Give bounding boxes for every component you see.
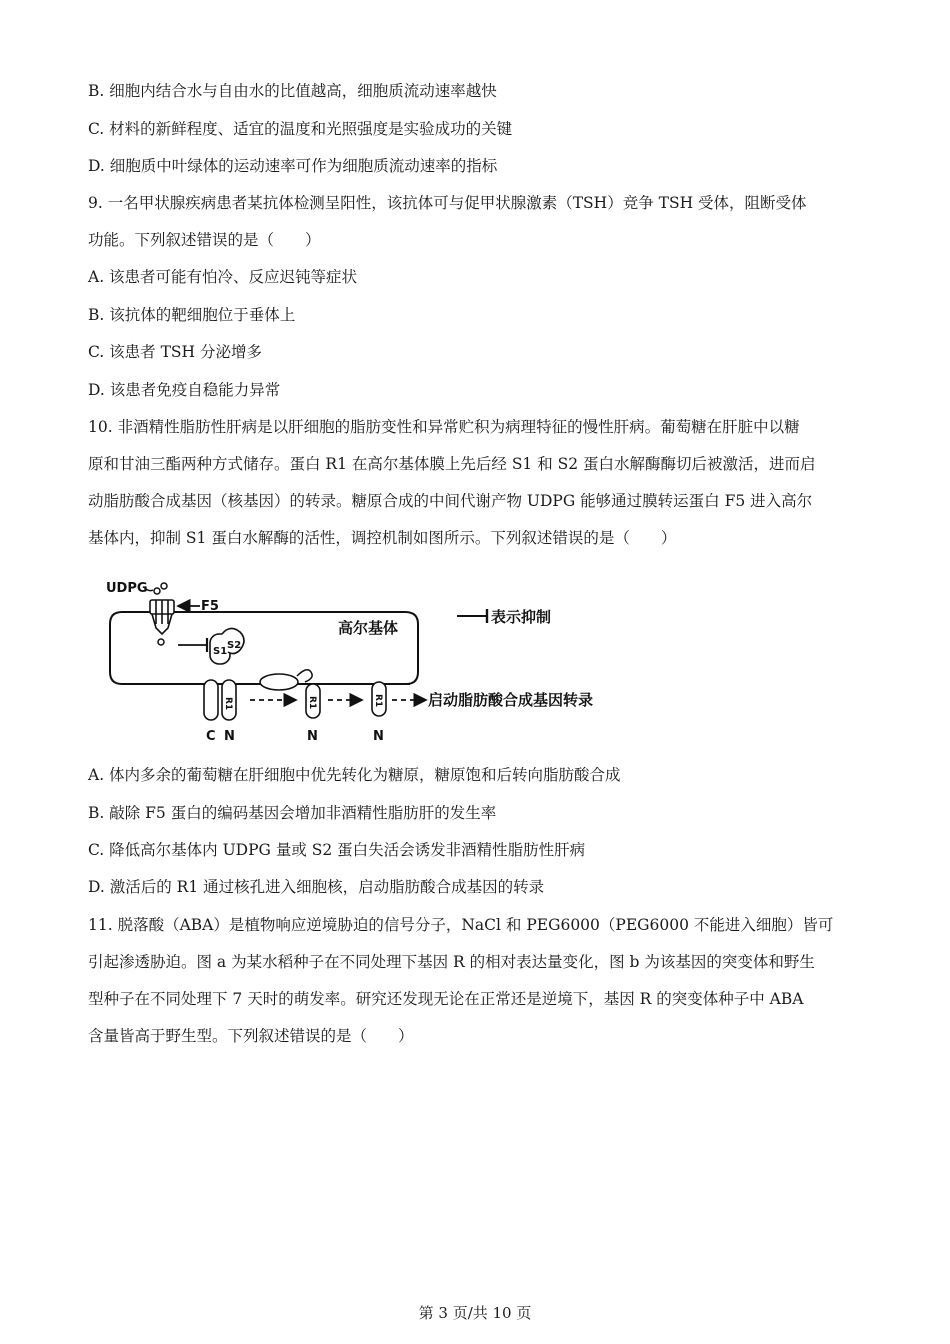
svg-text:R1: R1: [307, 696, 317, 710]
golgi-regulation-diagram: [100, 572, 640, 750]
page-footer: 第 3 页/共 10 页: [418, 1304, 532, 1322]
option-a-q9: A. 该患者可能有怕冷、反应迟钝等症状: [88, 268, 358, 286]
cleaved-fragment: [260, 674, 298, 690]
svg-text:R1: R1: [223, 697, 233, 711]
question-11-stem-line3: 型种子在不同处理下 7 天时的萌发率。研究还发现无论在正常还是逆境下，基因 R 的突变体种子中 ABA: [88, 990, 804, 1008]
f5-label: F5: [201, 599, 219, 614]
golgi-label: 高尔基体: [338, 619, 399, 637]
question-10-stem-line1: 10. 非酒精性脂肪性肝病是以肝细胞的脂肪变性和异常贮积为病理特征的慢性肝病。葡萄糖在肝脏中以糖: [88, 418, 800, 436]
question-9-stem-line1: 9. 一名甲状腺疾病患者某抗体检测呈阳性，该抗体可与促甲状腺激素（TSH）竞争 TSH 受体，阻断受体: [88, 194, 807, 212]
question-10-stem-line2: 原和甘油三酯两种方式储存。蛋白 R1 在高尔基体膜上先后经 S1 和 S2 蛋白水解酶酶切后被激活，进而启: [88, 455, 816, 473]
r1-precursor: [204, 680, 236, 720]
question-10-stem-line4: 基体内，抑制 S1 蛋白水解酶的活性，调控机制如图所示。下列叙述错误的是（ ）: [88, 529, 677, 547]
s1-s2-protease-complex: [210, 628, 244, 664]
option-c-q10: C. 降低高尔基体内 UDPG 量或 S2 蛋白失活会诱发非酒精性脂肪性肝病: [88, 841, 586, 859]
r1-active-fragment-1: [306, 684, 320, 718]
option-b-q10: B. 敲除 F5 蛋白的编码基因会增加非酒精性脂肪肝的发生率: [88, 804, 497, 822]
n-terminus-label-2: N: [307, 729, 318, 744]
svg-text:S2: S2: [227, 640, 242, 651]
c-terminus-label: C: [206, 729, 216, 744]
option-b-q8: B. 细胞内结合水与自由水的比值越高，细胞质流动速率越快: [88, 82, 497, 100]
udpg-molecule-icon: [145, 583, 167, 594]
udpg-label: UDPG: [106, 581, 148, 596]
transcription-label: 启动脂肪酸合成基因转录: [428, 691, 594, 709]
option-d-q10: D. 激活后的 R1 通过核孔进入细胞核，启动脂肪酸合成基因的转录: [88, 878, 545, 896]
question-11-stem-line2: 引起渗透胁迫。图 a 为某水稻种子在不同处理下基因 R 的相对表达量变化，图 b 为该基因的突变体和野生: [88, 953, 815, 971]
option-c-q9: C. 该患者 TSH 分泌增多: [88, 343, 262, 361]
option-a-q10: A. 体内多余的葡萄糖在肝细胞中优先转化为糖原，糖原饱和后转向脂肪酸合成: [88, 766, 621, 784]
n-terminus-label-3: N: [373, 729, 384, 744]
option-d-q9: D. 该患者免疫自稳能力异常: [88, 381, 281, 399]
question-9-stem-line2: 功能。下列叙述错误的是（ ）: [88, 231, 321, 249]
option-c-q8: C. 材料的新鲜程度、适宜的温度和光照强度是实验成功的关键: [88, 120, 513, 138]
legend-label: 表示抑制: [491, 608, 552, 626]
question-11-stem-line1: 11. 脱落酸（ABA）是植物响应逆境胁迫的信号分子，NaCl 和 PEG6000（PEG6000 不能进入细胞）皆可: [88, 916, 834, 934]
svg-text:R1: R1: [373, 694, 383, 708]
n-terminus-label-1: N: [224, 729, 235, 744]
r1-active-fragment-2: [372, 682, 386, 716]
option-b-q9: B. 该抗体的靶细胞位于垂体上: [88, 306, 296, 324]
f5-transporter-icon: [150, 600, 174, 645]
option-d-q8: D. 细胞质中叶绿体的运动速率可作为细胞质流动速率的指标: [88, 157, 498, 175]
svg-text:S1: S1: [213, 646, 228, 657]
question-10-stem-line3: 动脂肪酸合成基因（核基因）的转录。糖原合成的中间代谢产物 UDPG 能够通过膜转运蛋白 F5 进入高尔: [88, 492, 813, 510]
question-11-stem-line4: 含量皆高于野生型。下列叙述错误的是（ ）: [88, 1027, 414, 1045]
